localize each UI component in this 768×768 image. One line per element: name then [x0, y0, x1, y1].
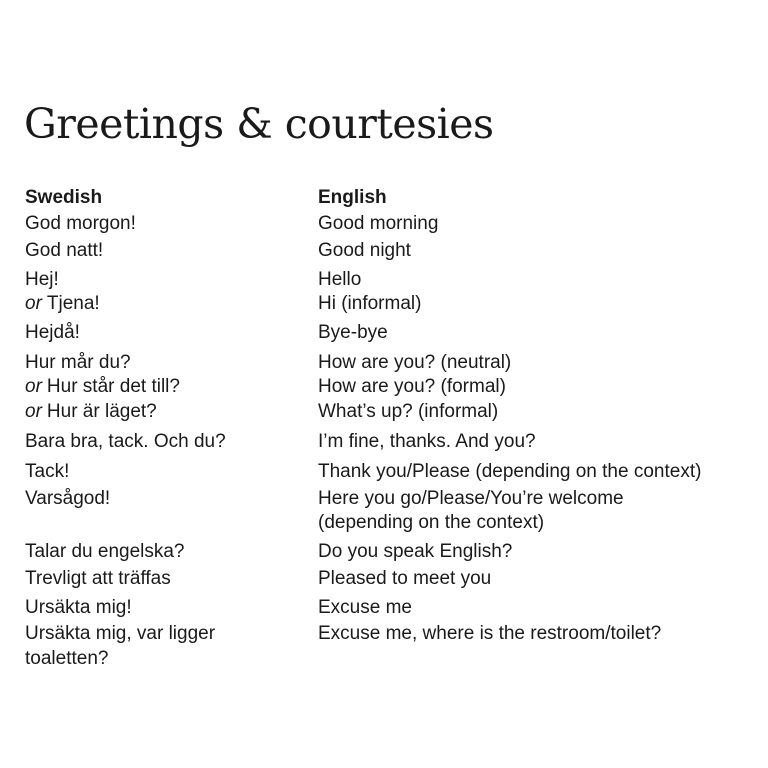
english-translation: How are you? (neutral)	[318, 352, 512, 373]
swedish-phrase: God natt!	[25, 240, 104, 261]
swedish-phrase: Hejdå!	[25, 322, 80, 343]
swedish-phrase-text: Hur står det till?	[46, 376, 180, 397]
english-translation: Thank you/Please (depending on the context)	[318, 461, 702, 482]
english-translation-continued: (depending on the context)	[318, 512, 545, 533]
english-translation: Good morning	[318, 213, 439, 234]
swedish-phrase: Hur mår du?	[25, 352, 131, 373]
english-translation: I’m fine, thanks. And you?	[318, 431, 536, 452]
swedish-phrase-text: Hur är läget?	[46, 401, 157, 422]
or-label: or	[25, 401, 42, 422]
english-column-header: English	[318, 187, 387, 208]
swedish-column-header: Swedish	[25, 187, 103, 208]
swedish-phrase: Varsågod!	[25, 488, 111, 509]
swedish-phrase-alternative	[25, 292, 100, 316]
or-label: or	[25, 376, 42, 397]
english-translation: Excuse me	[318, 597, 412, 618]
swedish-phrase-alternative	[25, 400, 157, 424]
english-translation: What’s up? (informal)	[318, 401, 499, 422]
english-translation: Do you speak English?	[318, 541, 513, 562]
page-title: Greetings & courtesies	[24, 100, 494, 148]
english-translation: Here you go/Please/You’re welcome	[318, 488, 624, 509]
swedish-phrase: Ursäkta mig, var ligger	[25, 623, 216, 644]
english-translation: How are you? (formal)	[318, 376, 506, 397]
swedish-phrase-continued: toaletten?	[25, 648, 109, 669]
swedish-phrase: Talar du engelska?	[25, 541, 185, 562]
or-label: or	[25, 293, 42, 314]
english-translation: Excuse me, where is the restroom/toilet?	[318, 623, 662, 644]
english-translation: Good night	[318, 240, 411, 261]
swedish-phrase: God morgon!	[25, 213, 136, 234]
swedish-phrase-text: Tjena!	[46, 293, 100, 314]
english-translation: Pleased to meet you	[318, 568, 492, 589]
swedish-phrase: Trevligt att träffas	[25, 568, 171, 589]
swedish-phrase-alternative	[25, 375, 180, 399]
swedish-phrase: Hej!	[25, 269, 59, 290]
swedish-phrase: Bara bra, tack. Och du?	[25, 431, 226, 452]
swedish-phrase: Ursäkta mig!	[25, 597, 132, 618]
swedish-phrase: Tack!	[25, 461, 70, 482]
english-translation: Hi (informal)	[318, 293, 422, 314]
english-translation: Hello	[318, 269, 362, 290]
english-translation: Bye-bye	[318, 322, 388, 343]
